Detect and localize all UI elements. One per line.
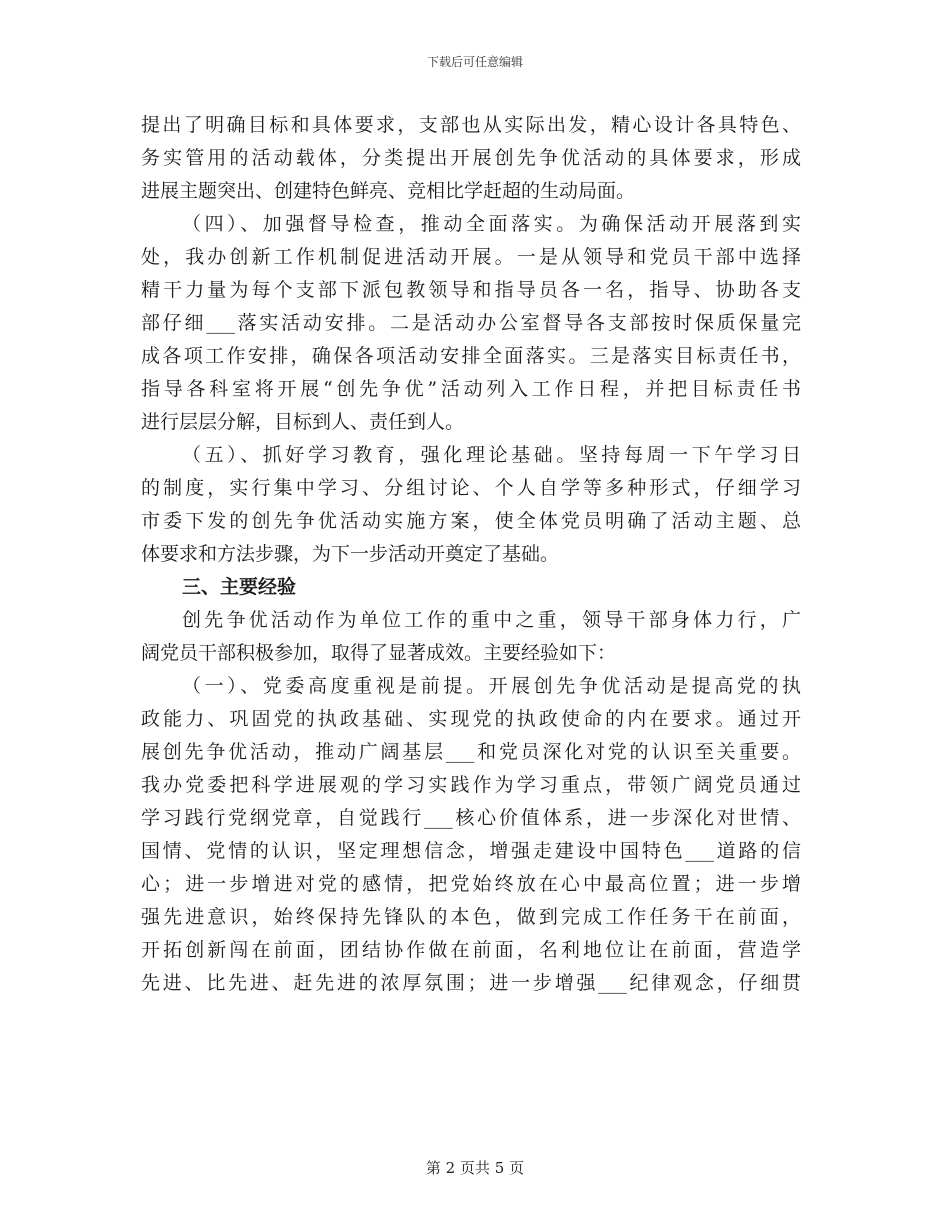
text-line: （四）、加强督导检查，推动全面落实。为确保活动开展落到实 [182, 213, 801, 235]
text-line: 指导各科室将开展“创先争优”活动列入工作日程，并把目标责任书 [141, 378, 801, 400]
text-line: 展创先争优活动，推动广阔基层___和党员深化对党的认识至关重要。 [141, 741, 801, 763]
text-line: 我办党委把科学进展观的学习实践作为学习重点，带领广阔党员通过 [141, 774, 801, 796]
text-line: 先进、比先进、赶先进的浓厚氛围；进一步增强___纪律观念，仔细贯 [141, 972, 801, 994]
text-line: 进展主题突出、创建特色鲜亮、竞相比学赶超的生动局面。 [141, 180, 636, 202]
section-heading: 三、主要经验 [182, 576, 297, 598]
text-line: 处，我办创新工作机制促进活动开展。一是从领导和党员干部中选择 [141, 246, 801, 268]
text-line: 部仔细___落实活动安排。二是活动办公室督导各支部按时保质保量完 [141, 312, 801, 334]
text-line: 心；进一步增进对党的感情，把党始终放在心中最高位置；进一步增 [141, 873, 801, 895]
text-line: 务实管用的活动载体，分类提出开展创先争优活动的具体要求，形成 [141, 147, 801, 169]
text-line: 创先争优活动作为单位工作的重中之重，领导干部身体力行，广 [182, 609, 801, 631]
page-header: 下载后可任意编辑 [426, 55, 523, 69]
text-line: （一）、党委高度重视是前提。开展创先争优活动是提高党的执 [182, 675, 801, 697]
text-line: 进行层层分解，目标到人、责任到人。 [141, 411, 465, 433]
text-line: 提出了明确目标和具体要求，支部也从实际出发，精心设计各具特色、 [141, 114, 801, 136]
text-line: （五）、抓好学习教育，强化理论基础。坚持每周一下午学习日 [182, 444, 801, 466]
text-line: 市委下发的创先争优活动实施方案，使全体党员明确了活动主题、总 [141, 510, 801, 532]
text-line: 政能力、巩固党的执政基础、实现党的执政使命的内在要求。通过开 [141, 708, 801, 730]
text-line: 精干力量为每个支部下派包教领导和指导员各一名，指导、协助各支 [141, 279, 801, 301]
text-line: 的制度，实行集中学习、分组讨论、个人自学等多种形式，仔细学习 [141, 477, 801, 499]
text-line: 开拓创新闯在前面，团结协作做在前面，名利地位让在前面，营造学 [141, 939, 801, 961]
page-footer: 第 2 页共 5 页 [425, 1159, 525, 1177]
text-line: 体要求和方法步骤，为下一步活动开奠定了基础。 [141, 543, 560, 565]
text-line: 学习践行党纲党章，自觉践行___核心价值体系，进一步深化对世情、 [141, 807, 801, 829]
text-line: 阔党员干部积极参加，取得了显著成效。主要经验如下： [141, 642, 617, 664]
document-body [141, 109, 801, 1000]
text-line: 国情、党情的认识，坚定理想信念，增强走建设中国特色___道路的信 [141, 840, 801, 862]
text-line: 强先进意识，始终保持先锋队的本色，做到完成工作任务干在前面， [141, 906, 801, 928]
text-line: 成各项工作安排，确保各项活动安排全面落实。三是落实目标责任书， [141, 345, 801, 367]
